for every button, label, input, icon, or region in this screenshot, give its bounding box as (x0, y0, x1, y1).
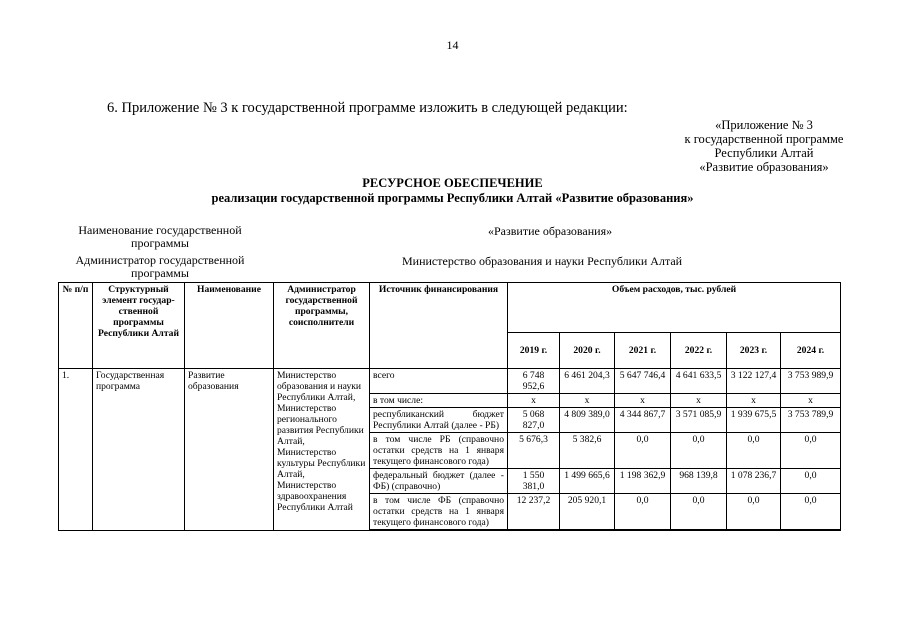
appendix-line: Республики Алтай (714, 146, 814, 160)
funding-source-label: в том числе: (370, 394, 508, 408)
amount-cell: 5 676,3 (508, 433, 560, 469)
amount-cell: 1 499 665,6 (560, 469, 615, 494)
amount-cell: х (781, 394, 841, 408)
continuation-cell (370, 530, 508, 531)
continuation-cell (508, 530, 560, 531)
header-structural-element: Структурный элемент государ-ственной программы Республики Алтай (93, 283, 185, 369)
program-name-label: Наименование государственной программы (78, 223, 242, 250)
continuation-cell (560, 530, 615, 531)
appendix-line: к государственной программе (684, 132, 844, 146)
continuation-cell (671, 530, 727, 531)
amount-cell: 4 344 867,7 (615, 408, 671, 433)
funding-source-label: всего (370, 369, 508, 394)
title-line: РЕСУРСНОЕ ОБЕСПЕЧЕНИЕ (362, 176, 543, 190)
amount-cell: 3 753 789,9 (781, 408, 841, 433)
header-volume: Объем расходов, тыс. рублей (508, 283, 841, 333)
amount-cell: 3 571 085,9 (671, 408, 727, 433)
amount-cell: 0,0 (727, 494, 781, 530)
amount-cell: х (615, 394, 671, 408)
header-funding-source: Источник финансирования (370, 283, 508, 369)
amount-cell: 5 068 827,0 (508, 408, 560, 433)
amount-cell: х (508, 394, 560, 408)
amount-cell: 1 198 362,9 (615, 469, 671, 494)
amount-cell: х (560, 394, 615, 408)
amount-cell: 6 461 204,3 (560, 369, 615, 394)
amount-cell: 205 920,1 (560, 494, 615, 530)
appendix-line: «Приложение № 3 (715, 118, 813, 132)
amount-cell: 1 939 675,5 (727, 408, 781, 433)
document-title (0, 176, 905, 206)
amount-cell: х (727, 394, 781, 408)
amount-cell: 0,0 (615, 433, 671, 469)
header-num: № п/п (59, 283, 93, 369)
amount-cell: 0,0 (781, 469, 841, 494)
amount-cell: 0,0 (671, 433, 727, 469)
program-name-value: «Развитие образования» (488, 224, 613, 238)
amount-cell: 1 550 381,0 (508, 469, 560, 494)
amount-cell: 5 647 746,4 (615, 369, 671, 394)
appendix-reference (640, 118, 888, 174)
appendix-line: «Развитие образования» (699, 160, 829, 174)
amount-cell: 0,0 (781, 433, 841, 469)
resource-table (58, 282, 841, 531)
header-year: 2023 г. (727, 333, 781, 369)
amount-cell: 1 078 236,7 (727, 469, 781, 494)
subtitle-line: реализации государственной программы Республики Алтай «Развитие образования» (211, 191, 694, 205)
continuation-cell (615, 530, 671, 531)
program-admin-label: Администратор государственной программы (75, 253, 245, 280)
amendment-text: 6. Приложение № 3 к государственной программе изложить в следующей редакции: (107, 100, 628, 116)
amount-cell: 3 122 127,4 (727, 369, 781, 394)
funding-source-label: федеральный бюджет (далее - ФБ) (справочно) (370, 469, 508, 494)
amount-cell: х (671, 394, 727, 408)
funding-source-label: в том числе РБ (справочно остатки средств на 1 января текущего финансового года) (370, 433, 508, 469)
page-number: 14 (446, 38, 459, 52)
program-admin-value: Министерство образования и науки Республики Алтай (402, 254, 683, 268)
row-administrator: Министерство образования и науки Республики Алтай, Министерство регионального развития Республики Алтай, Министерство культуры Республики Алтай, Министерство здравоохранения Республики Алтай (274, 369, 370, 531)
continuation-cell (727, 530, 781, 531)
header-year: 2022 г. (671, 333, 727, 369)
header-administrator: Администратор государственной программы, соисполнители (274, 283, 370, 369)
amount-cell: 6 748 952,6 (508, 369, 560, 394)
amount-cell: 5 382,6 (560, 433, 615, 469)
row-name: Развитие образования (185, 369, 274, 531)
amount-cell: 0,0 (671, 494, 727, 530)
funding-source-label: республиканский бюджет Республики Алтай (далее - РБ) (370, 408, 508, 433)
amount-cell: 0,0 (781, 494, 841, 530)
amount-cell: 4 809 389,0 (560, 408, 615, 433)
header-year: 2020 г. (560, 333, 615, 369)
amount-cell: 968 139,8 (671, 469, 727, 494)
amount-cell: 12 237,2 (508, 494, 560, 530)
funding-source-label: в том числе ФБ (справочно остатки средств на 1 января текущего финансового года) (370, 494, 508, 530)
amount-cell: 3 753 989,9 (781, 369, 841, 394)
row-num: 1. (59, 369, 93, 531)
header-year: 2021 г. (615, 333, 671, 369)
amount-cell: 4 641 633,5 (671, 369, 727, 394)
continuation-cell (781, 530, 841, 531)
table-row (59, 369, 841, 394)
header-year: 2024 г. (781, 333, 841, 369)
header-year: 2019 г. (508, 333, 560, 369)
amount-cell: 0,0 (727, 433, 781, 469)
row-structural-element: Государственная программа (93, 369, 185, 531)
amount-cell: 0,0 (615, 494, 671, 530)
header-name: Наименование (185, 283, 274, 369)
